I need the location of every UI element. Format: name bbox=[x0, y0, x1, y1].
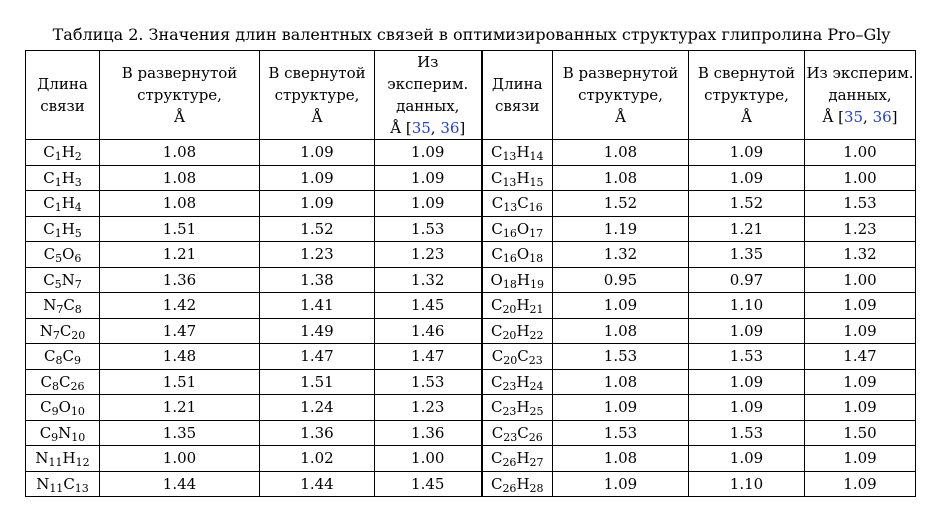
atom-symbol: H bbox=[61, 219, 75, 238]
unfolded-value-cell: 1.00 bbox=[100, 446, 260, 472]
header-experimental: Из эксперим. данных, Å [35, 36] bbox=[375, 51, 482, 140]
bond-cell bbox=[26, 420, 100, 446]
bond-cell bbox=[26, 471, 100, 497]
atom-index: 14 bbox=[529, 150, 544, 164]
exp-value-cell: 1.53 bbox=[805, 191, 916, 217]
atom-index: 23 bbox=[502, 405, 517, 419]
bond-cell bbox=[26, 216, 100, 242]
exp-value-cell: 1.00 bbox=[375, 446, 482, 472]
atom-index: 5 bbox=[74, 226, 82, 240]
atom-symbol: H bbox=[516, 143, 530, 162]
atom-index: 3 bbox=[74, 175, 82, 189]
atom-symbol: N bbox=[58, 423, 72, 442]
atom-index: 19 bbox=[529, 277, 544, 291]
exp-value-cell: 1.09 bbox=[375, 191, 482, 217]
exp-value-cell: 1.32 bbox=[375, 267, 482, 293]
folded-value-cell: 1.53 bbox=[689, 344, 805, 370]
exp-value-cell: 1.53 bbox=[375, 216, 482, 242]
atom-symbol: H bbox=[516, 270, 530, 289]
folded-value-cell: 1.38 bbox=[260, 267, 375, 293]
atom-symbol: C bbox=[40, 372, 52, 391]
atom-symbol: C bbox=[43, 168, 55, 187]
unfolded-value-cell: 1.36 bbox=[100, 267, 260, 293]
header-folded: В свернутой структуре, Å bbox=[260, 51, 375, 140]
table-row bbox=[26, 140, 916, 166]
atom-index: 5 bbox=[54, 277, 62, 291]
bond-cell bbox=[26, 267, 100, 293]
atom-symbol: H bbox=[61, 194, 75, 213]
header-folded: В свернутой структуре, Å bbox=[689, 51, 805, 140]
exp-value-cell: 1.46 bbox=[375, 318, 482, 344]
atom-index: 26 bbox=[70, 379, 85, 393]
atom-index: 18 bbox=[502, 277, 517, 291]
atom-index: 23 bbox=[528, 354, 543, 368]
atom-index: 22 bbox=[529, 328, 544, 342]
table-row bbox=[26, 242, 916, 268]
folded-value-cell: 1.02 bbox=[260, 446, 375, 472]
exp-value-cell: 1.09 bbox=[805, 395, 916, 421]
atom-index: 1 bbox=[54, 175, 62, 189]
exp-value-cell: 1.36 bbox=[375, 420, 482, 446]
header-unfolded: В развернутой структуре, Å bbox=[553, 51, 689, 140]
bond-cell bbox=[26, 395, 100, 421]
unfolded-value-cell: 1.08 bbox=[553, 318, 689, 344]
atom-index: 26 bbox=[502, 481, 517, 495]
exp-value-cell: 1.53 bbox=[375, 369, 482, 395]
atom-index: 16 bbox=[502, 252, 517, 266]
atom-symbol: H bbox=[516, 398, 530, 417]
table-row bbox=[26, 165, 916, 191]
bond-cell bbox=[482, 191, 553, 217]
bond-cell bbox=[26, 293, 100, 319]
unfolded-value-cell: 1.21 bbox=[100, 242, 260, 268]
atom-index: 7 bbox=[56, 303, 64, 317]
atom-symbol: C bbox=[491, 219, 503, 238]
atom-symbol: O bbox=[62, 245, 75, 264]
unfolded-value-cell: 1.09 bbox=[553, 293, 689, 319]
folded-value-cell: 1.41 bbox=[260, 293, 375, 319]
header-row bbox=[26, 51, 916, 140]
atom-symbol: N bbox=[39, 321, 53, 340]
atom-index: 20 bbox=[71, 328, 86, 342]
folded-value-cell: 1.49 bbox=[260, 318, 375, 344]
atom-index: 10 bbox=[70, 405, 85, 419]
table-row bbox=[26, 191, 916, 217]
folded-value-cell: 1.09 bbox=[689, 369, 805, 395]
bond-cell bbox=[26, 165, 100, 191]
atom-index: 16 bbox=[528, 201, 543, 215]
atom-symbol: C bbox=[62, 347, 74, 366]
table-row bbox=[26, 369, 916, 395]
table-row bbox=[26, 216, 916, 242]
atom-symbol: C bbox=[40, 398, 52, 417]
unfolded-value-cell: 1.09 bbox=[553, 471, 689, 497]
atom-index: 23 bbox=[502, 379, 517, 393]
atom-symbol: C bbox=[490, 296, 503, 315]
bond-cell bbox=[482, 242, 553, 268]
exp-value-cell: 1.47 bbox=[805, 344, 916, 370]
folded-value-cell: 1.47 bbox=[260, 344, 375, 370]
folded-value-cell: 1.09 bbox=[689, 318, 805, 344]
atom-symbol: C bbox=[517, 347, 529, 366]
atom-symbol: H bbox=[516, 474, 530, 493]
bond-cell bbox=[26, 140, 100, 166]
unfolded-value-cell: 1.08 bbox=[553, 165, 689, 191]
exp-value-cell: 1.09 bbox=[375, 140, 482, 166]
unfolded-value-cell: 1.08 bbox=[553, 369, 689, 395]
table-caption: Таблица 2. Значения длин валентных связей в оптимизированных структурах глипролина Pro–Gly bbox=[52, 25, 891, 44]
unfolded-value-cell: 1.21 bbox=[100, 395, 260, 421]
atom-index: 13 bbox=[502, 150, 517, 164]
reference-link[interactable]: 35 bbox=[843, 108, 864, 126]
reference-link[interactable]: 36 bbox=[872, 108, 892, 126]
atom-symbol: C bbox=[43, 194, 55, 213]
unfolded-value-cell: 1.09 bbox=[553, 395, 689, 421]
unfolded-value-cell: 1.52 bbox=[553, 191, 689, 217]
atom-symbol: N bbox=[36, 474, 50, 493]
atom-symbol: H bbox=[516, 372, 530, 391]
atom-symbol: C bbox=[517, 423, 529, 442]
atom-index: 9 bbox=[51, 430, 59, 444]
atom-index: 5 bbox=[55, 252, 63, 266]
folded-value-cell: 1.09 bbox=[260, 191, 375, 217]
bond-cell bbox=[482, 446, 553, 472]
atom-symbol: H bbox=[62, 449, 76, 468]
atom-symbol: C bbox=[491, 347, 504, 366]
atom-index: 20 bbox=[503, 354, 518, 368]
header-bond: Длина связи bbox=[482, 51, 553, 140]
atom-index: 2 bbox=[74, 150, 82, 164]
unfolded-value-cell: 1.51 bbox=[100, 369, 260, 395]
atom-index: 8 bbox=[52, 379, 59, 393]
atom-index: 12 bbox=[75, 456, 90, 470]
atom-index: 16 bbox=[502, 226, 517, 240]
atom-index: 26 bbox=[502, 456, 517, 470]
atom-index: 8 bbox=[55, 354, 63, 368]
exp-value-cell: 1.09 bbox=[805, 471, 916, 497]
unfolded-value-cell: 1.51 bbox=[100, 216, 260, 242]
atom-symbol: N bbox=[35, 449, 49, 468]
atom-symbol: C bbox=[63, 474, 75, 493]
header-bond: Длина связи bbox=[26, 51, 100, 140]
folded-value-cell: 1.10 bbox=[689, 293, 805, 319]
atom-symbol: C bbox=[63, 296, 75, 315]
atom-index: 9 bbox=[51, 405, 59, 419]
folded-value-cell: 0.97 bbox=[689, 267, 805, 293]
unfolded-value-cell: 1.47 bbox=[100, 318, 260, 344]
exp-value-cell: 1.47 bbox=[375, 344, 482, 370]
bond-cell bbox=[26, 242, 100, 268]
header-unfolded: В развернутой структуре, Å bbox=[100, 51, 260, 140]
atom-symbol: C bbox=[490, 372, 503, 391]
atom-index: 23 bbox=[503, 430, 518, 444]
atom-symbol: C bbox=[491, 194, 504, 213]
folded-value-cell: 1.09 bbox=[689, 446, 805, 472]
atom-symbol: C bbox=[490, 168, 503, 187]
bond-cell bbox=[482, 318, 553, 344]
table-row bbox=[26, 318, 916, 344]
exp-value-cell: 1.09 bbox=[805, 293, 916, 319]
atom-index: 11 bbox=[48, 456, 63, 470]
folded-value-cell: 1.10 bbox=[689, 471, 805, 497]
atom-symbol: C bbox=[44, 347, 56, 366]
atom-symbol: N bbox=[61, 270, 75, 289]
bond-cell bbox=[26, 191, 100, 217]
unfolded-value-cell: 1.35 bbox=[100, 420, 260, 446]
bond-cell bbox=[482, 369, 553, 395]
unfolded-value-cell: 1.53 bbox=[553, 420, 689, 446]
table-row bbox=[26, 293, 916, 319]
atom-index: 17 bbox=[529, 226, 544, 240]
atom-symbol: C bbox=[490, 321, 503, 340]
unfolded-value-cell: 1.42 bbox=[100, 293, 260, 319]
unfolded-value-cell: 1.32 bbox=[553, 242, 689, 268]
bond-cell bbox=[482, 140, 553, 166]
atom-symbol: C bbox=[491, 423, 504, 442]
atom-symbol: C bbox=[517, 194, 529, 213]
bond-cell bbox=[26, 318, 100, 344]
atom-index: 1 bbox=[54, 226, 62, 240]
exp-value-cell: 1.09 bbox=[805, 446, 916, 472]
bond-cell bbox=[482, 165, 553, 191]
atom-symbol: C bbox=[490, 449, 503, 468]
atom-index: 20 bbox=[502, 303, 517, 317]
header-experimental: Из эксперим. данных, Å [35, 36] bbox=[805, 51, 916, 140]
folded-value-cell: 1.51 bbox=[260, 369, 375, 395]
atom-index: 26 bbox=[528, 430, 543, 444]
atom-symbol: C bbox=[491, 245, 503, 264]
bond-cell bbox=[26, 344, 100, 370]
exp-value-cell: 1.00 bbox=[805, 267, 916, 293]
atom-index: 15 bbox=[529, 175, 544, 189]
exp-value-cell: 1.23 bbox=[375, 242, 482, 268]
atom-symbol: O bbox=[58, 398, 71, 417]
folded-value-cell: 1.52 bbox=[689, 191, 805, 217]
folded-value-cell: 1.21 bbox=[689, 216, 805, 242]
bond-length-table bbox=[25, 50, 916, 497]
exp-value-cell: 1.00 bbox=[805, 140, 916, 166]
folded-value-cell: 1.53 bbox=[689, 420, 805, 446]
atom-symbol: O bbox=[516, 219, 530, 238]
atom-index: 13 bbox=[503, 201, 518, 215]
atom-symbol: C bbox=[59, 321, 72, 340]
atom-symbol: O bbox=[490, 270, 503, 289]
atom-index: 13 bbox=[502, 175, 517, 189]
atom-index: 1 bbox=[54, 150, 62, 164]
atom-symbol: C bbox=[39, 423, 52, 442]
reference-link[interactable]: 36 bbox=[440, 119, 460, 137]
atom-symbol: O bbox=[516, 245, 530, 264]
unfolded-value-cell: 1.08 bbox=[553, 446, 689, 472]
folded-value-cell: 1.09 bbox=[689, 395, 805, 421]
atom-index: 13 bbox=[74, 481, 89, 495]
atom-index: 4 bbox=[74, 201, 82, 215]
atom-index: 27 bbox=[529, 456, 544, 470]
atom-index: 25 bbox=[529, 405, 544, 419]
atom-index: 7 bbox=[52, 328, 60, 342]
folded-value-cell: 1.35 bbox=[689, 242, 805, 268]
exp-value-cell: 1.09 bbox=[375, 165, 482, 191]
atom-index: 20 bbox=[502, 328, 517, 342]
folded-value-cell: 1.24 bbox=[260, 395, 375, 421]
atom-symbol: C bbox=[43, 143, 55, 162]
unfolded-value-cell: 1.19 bbox=[553, 216, 689, 242]
atom-index: 10 bbox=[71, 430, 86, 444]
atom-symbol: H bbox=[516, 321, 530, 340]
exp-value-cell: 1.45 bbox=[375, 471, 482, 497]
atom-symbol: H bbox=[516, 449, 530, 468]
atom-symbol: C bbox=[43, 270, 55, 289]
reference-link[interactable]: 35 bbox=[411, 119, 431, 137]
exp-value-cell: 1.09 bbox=[805, 318, 916, 344]
unfolded-value-cell: 1.44 bbox=[100, 471, 260, 497]
atom-index: 1 bbox=[54, 201, 62, 215]
bond-cell bbox=[26, 446, 100, 472]
exp-value-cell: 1.00 bbox=[805, 165, 916, 191]
table-row bbox=[26, 267, 916, 293]
atom-index: 6 bbox=[74, 252, 82, 266]
atom-symbol: N bbox=[43, 296, 57, 315]
table-row bbox=[26, 344, 916, 370]
folded-value-cell: 1.23 bbox=[260, 242, 375, 268]
atom-index: 21 bbox=[529, 303, 544, 317]
unfolded-value-cell: 1.08 bbox=[100, 140, 260, 166]
folded-value-cell: 1.09 bbox=[689, 140, 805, 166]
atom-symbol: C bbox=[490, 474, 503, 493]
atom-symbol: C bbox=[59, 372, 71, 391]
atom-symbol: C bbox=[490, 398, 503, 417]
exp-value-cell: 1.23 bbox=[375, 395, 482, 421]
atom-index: 11 bbox=[49, 481, 64, 495]
unfolded-value-cell: 1.53 bbox=[553, 344, 689, 370]
bond-cell bbox=[482, 420, 553, 446]
bond-cell bbox=[482, 395, 553, 421]
exp-value-cell: 1.45 bbox=[375, 293, 482, 319]
atom-index: 28 bbox=[529, 481, 544, 495]
atom-symbol: C bbox=[43, 219, 55, 238]
bond-cell bbox=[482, 293, 553, 319]
folded-value-cell: 1.09 bbox=[260, 165, 375, 191]
folded-value-cell: 1.09 bbox=[689, 165, 805, 191]
bond-cell bbox=[482, 216, 553, 242]
folded-value-cell: 1.52 bbox=[260, 216, 375, 242]
table-row bbox=[26, 420, 916, 446]
bond-cell bbox=[482, 267, 553, 293]
atom-index: 24 bbox=[529, 379, 544, 393]
atom-symbol: C bbox=[43, 245, 56, 264]
bond-cell bbox=[482, 344, 553, 370]
unfolded-value-cell: 1.08 bbox=[100, 165, 260, 191]
exp-value-cell: 1.23 bbox=[805, 216, 916, 242]
folded-value-cell: 1.36 bbox=[260, 420, 375, 446]
exp-value-cell: 1.32 bbox=[805, 242, 916, 268]
table-row bbox=[26, 446, 916, 472]
unfolded-value-cell: 1.08 bbox=[100, 191, 260, 217]
table-row bbox=[26, 395, 916, 421]
atom-symbol: C bbox=[490, 143, 503, 162]
unfolded-value-cell: 0.95 bbox=[553, 267, 689, 293]
table-row bbox=[26, 471, 916, 497]
atom-symbol: H bbox=[516, 168, 530, 187]
exp-value-cell: 1.50 bbox=[805, 420, 916, 446]
unfolded-value-cell: 1.08 bbox=[553, 140, 689, 166]
atom-index: 8 bbox=[74, 303, 82, 317]
folded-value-cell: 1.44 bbox=[260, 471, 375, 497]
atom-index: 9 bbox=[73, 354, 81, 368]
atom-symbol: H bbox=[516, 296, 530, 315]
bond-cell bbox=[482, 471, 553, 497]
exp-value-cell: 1.09 bbox=[805, 369, 916, 395]
folded-value-cell: 1.09 bbox=[260, 140, 375, 166]
atom-index: 18 bbox=[529, 252, 544, 266]
atom-symbol: H bbox=[61, 143, 75, 162]
bond-cell bbox=[26, 369, 100, 395]
table-body bbox=[26, 140, 916, 497]
atom-symbol: H bbox=[61, 168, 75, 187]
unfolded-value-cell: 1.48 bbox=[100, 344, 260, 370]
atom-index: 7 bbox=[74, 277, 82, 291]
